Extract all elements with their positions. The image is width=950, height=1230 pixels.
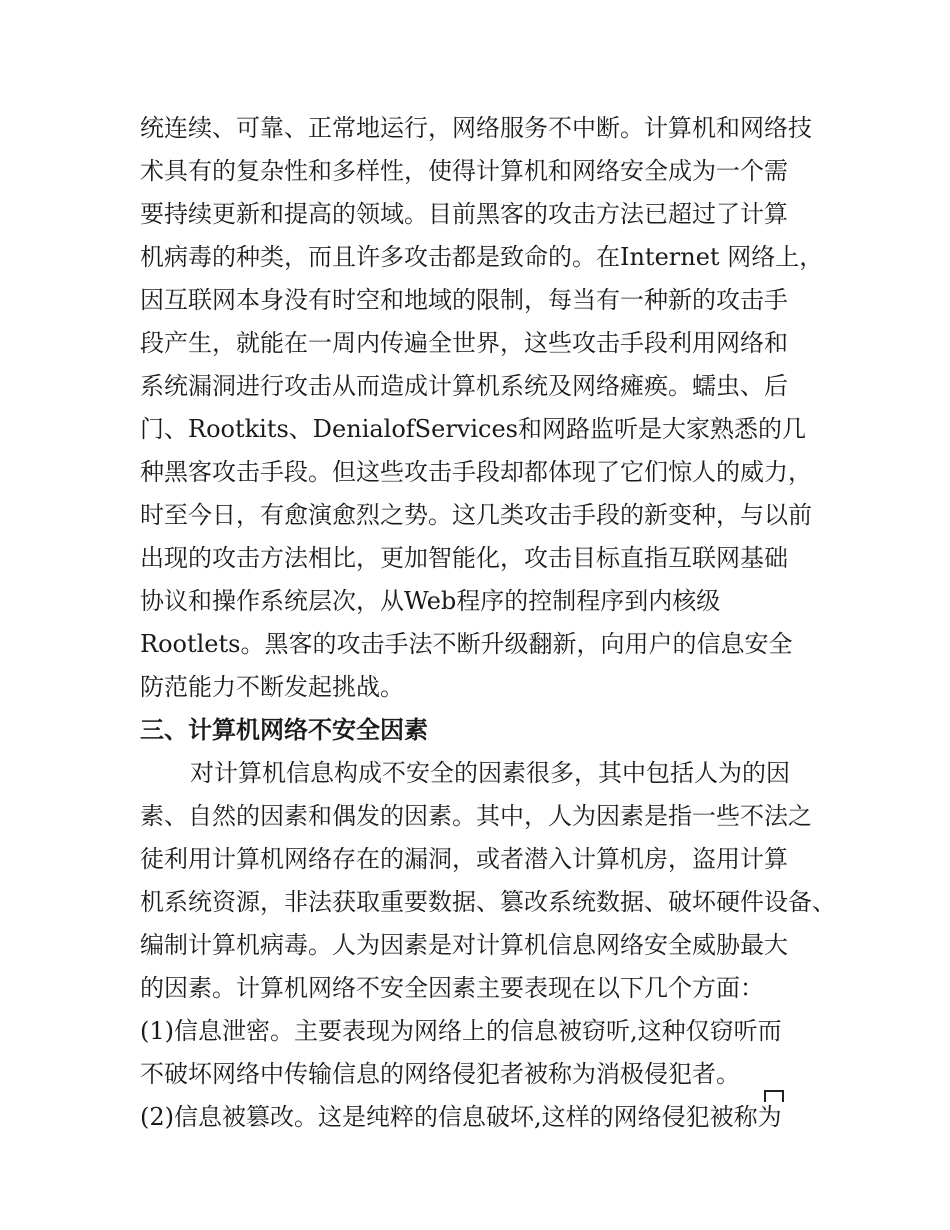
editing-mark-icon bbox=[764, 1090, 784, 1102]
paragraph-line: 时至今日，有愈演愈烈之势。这几类攻击手段的新变种，与以前 bbox=[140, 501, 812, 529]
paragraph-line: 系统漏洞进行攻击从而造成计算机系统及网络瘫痪。蠕虫、后 bbox=[140, 372, 788, 400]
paragraph-line: 的因素。计算机网络不安全因素主要表现在以下几个方面： bbox=[140, 974, 764, 1002]
paragraph-line: (1)信息泄密。主要表现为网络上的信息被窃听,这种仅窃听而 bbox=[140, 1017, 782, 1045]
paragraph-line: 因互联网本身没有时空和地域的限制，每当有一种新的攻击手 bbox=[140, 286, 788, 314]
paragraph-line: 统连续、可靠、正常地运行，网络服务不中断。计算机和网络技 bbox=[140, 114, 812, 142]
paragraph-line: 出现的攻击方法相比，更加智能化，攻击目标直指互联网基础 bbox=[140, 544, 788, 572]
paragraph-line: 协议和操作系统层次，从Web程序的控制程序到内核级 bbox=[140, 587, 721, 615]
paragraph-line: 素、自然的因素和偶发的因素。其中，人为因素是指一些不法之 bbox=[140, 802, 812, 830]
paragraph-line: 编制计算机病毒。人为因素是对计算机信息网络安全威胁最大 bbox=[140, 931, 788, 959]
paragraph-line: 术具有的复杂性和多样性，使得计算机和网络安全成为一个需 bbox=[140, 157, 788, 185]
paragraph-line: 不破坏网络中传输信息的网络侵犯者被称为消极侵犯者。 bbox=[140, 1060, 740, 1088]
paragraph-line: 门、Rootkits、DenialofServices和网路监听是大家熟悉的几 bbox=[140, 415, 806, 443]
paragraph-line: Rootlets。黑客的攻击手法不断升级翻新，向用户的信息安全 bbox=[140, 630, 793, 658]
paragraph-line: (2)信息被篡改。这是纯粹的信息破坏,这样的网络侵犯被称为 bbox=[140, 1103, 782, 1131]
paragraph-line: 机系统资源，非法获取重要数据、篡改系统数据、破坏硬件设备、 bbox=[140, 888, 836, 916]
paragraph-line: 机病毒的种类，而且许多攻击都是致命的。在Internet 网络上， bbox=[140, 243, 824, 271]
paragraph-line: 种黑客攻击手段。但这些攻击手段却都体现了它们惊人的威力， bbox=[140, 458, 812, 486]
paragraph-line: 徒利用计算机网络存在的漏洞，或者潜入计算机房，盗用计算 bbox=[140, 845, 788, 873]
paragraph-line: 防范能力不断发起挑战。 bbox=[140, 673, 404, 701]
paragraph-line: 段产生，就能在一周内传遍全世界，这些攻击手段利用网络和 bbox=[140, 329, 788, 357]
paragraph-line: 对计算机信息构成不安全的因素很多，其中包括人为的因 bbox=[190, 759, 790, 787]
section-heading: 三、计算机网络不安全因素 bbox=[140, 716, 428, 744]
paragraph-line: 要持续更新和提高的领域。目前黑客的攻击方法已超过了计算 bbox=[140, 200, 788, 228]
